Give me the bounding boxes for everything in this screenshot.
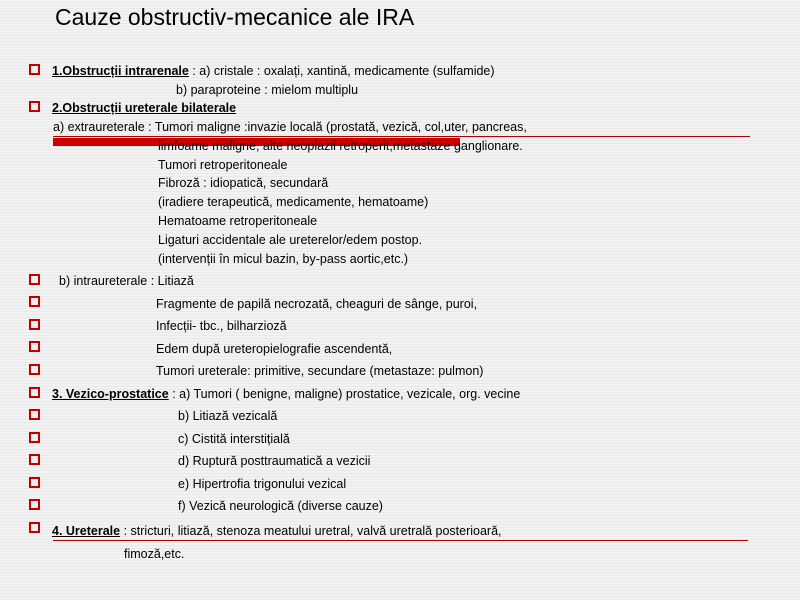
item-2-sub-a-line4: Fibroză : idiopatică, secundară [158,176,329,190]
item-2-sub-a-line7: Ligaturi accidentale ale ureterelor/edem postop. [158,233,423,247]
item-4-text: : stricturi, litiază, stenoza meatului uretral, valvă uretrală posterioară, [120,524,502,538]
bullet-square-icon [29,477,40,488]
item-4-text-line2: fimoză,etc. [124,547,185,561]
bullet-square-icon [29,364,40,375]
item-3-label: 3. Vezico-prostatice [52,387,169,401]
item-2-sub-b-line4: Edem după ureteropielografie ascendentă, [156,342,393,356]
item-3-sub-e: e) Hipertrofia trigonului vezical [178,477,347,491]
item-4-label: 4. Ureterale [52,524,121,538]
item-2-sub-a-line3: Tumori retroperitoneale [158,158,288,172]
bullet-square-icon [29,341,40,352]
item-3-sub-b: b) Litiază vezicală [178,409,278,423]
item-1-text: : a) cristale : oxalați, xantină, medicamente (sulfamide) [188,64,495,78]
item-4-line [52,524,502,539]
bullet-square-icon [29,296,40,307]
item-1-sub-b: b) paraproteine : mielom multiplu [176,83,359,97]
item-2-label: 2.Obstrucții ureterale bilaterale [52,101,237,115]
bullet-square-icon [29,522,40,533]
item-3-sub-c: c) Cistită interstițială [178,432,290,446]
item-2-sub-a-line5: (iradiere terapeutică, medicamente, hematoame) [158,195,429,209]
item-3-sub-d: d) Ruptură posttraumatică a vezicii [178,454,371,468]
bullet-square-icon [29,387,40,398]
item-3-sub-f: f) Vezică neurologică (diverse cauze) [178,499,383,513]
item-2-sub-b-line3: Infecții- tbc., bilharzioză [156,319,287,333]
red-rule-1 [53,136,750,137]
item-2-sub-b: b) intraureterale : Litiază [59,274,194,288]
bullet-square-icon [29,454,40,465]
item-2-sub-a-line8: (intervenții în micul bazin, by-pass aortic,etc.) [158,252,409,266]
item-2-sub-a-line2: limfoame maligne, alte neoplazii retroperit,metastaze ganglionare. [158,139,523,153]
bullet-square-icon [29,274,40,285]
item-2-sub-a-line6: Hematoame retroperitoneale [158,214,318,228]
item-1-line [52,64,495,79]
bullet-square-icon [29,101,40,112]
item-2-sub-a: a) extraureterale : Tumori maligne :invazie locală (prostată, vezică, col,uter, pancreas, [53,120,527,134]
item-3-text: : a) Tumori ( benigne, maligne) prostatice, vezicale, org. vecine [168,387,521,401]
red-rule-2 [53,540,748,541]
slide-title: Cauze obstructiv-mecanice ale IRA [55,4,415,30]
item-3-line [52,387,520,402]
bullet-square-icon [29,64,40,75]
bullet-square-icon [29,409,40,420]
bullet-square-icon [29,499,40,510]
item-2-sub-b-line5: Tumori ureterale: primitive, secundare (metastaze: pulmon) [156,364,484,378]
item-2-sub-b-line2: Fragmente de papilă necrozată, cheaguri de sânge, puroi, [156,297,478,311]
bullet-square-icon [29,432,40,443]
item-1-label: 1.Obstrucții intrarenale [52,64,189,78]
bullet-square-icon [29,319,40,330]
